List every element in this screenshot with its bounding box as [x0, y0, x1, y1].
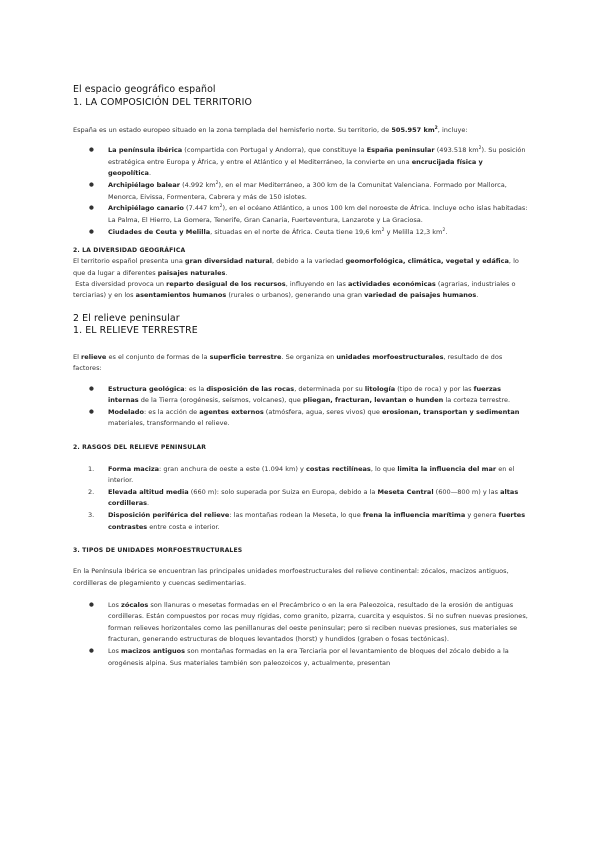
section-heading-composicion: 1. LA COMPOSICIÓN DEL TERRITORIO: [73, 96, 252, 108]
list-item: ● Modelado: es la acción de agentes externos (atmósfera, agua, seres vivos) que erosionan, transportan y sedimentan materiales, transformando el relieve.: [73, 407, 528, 430]
section-heading-relieve-terrestre: 1. EL RELIEVE TERRESTRE: [73, 325, 198, 337]
doc-title: El espacio geográfico español: [73, 84, 216, 95]
intro-paragraph: España es un estado europeo situado en la zona templada del hemisferio norte. Su territorio, de 505.957 $km^2$, incluye:: [73, 125, 468, 134]
rasgos-list: [73, 464, 528, 533]
list-item: ● Ciudades de Ceuta y Melilla, situadas en el norte de África. Ceuta tiene 19,6 $km^2$ y Melilla 12,3 $km^2$.: [73, 227, 528, 238]
list-item: ● Estructura geológica: es la disposición de las rocas, determinada por su litología (tipo de roca) y por las fuerzas internas de la Tierra (orogénesis, seísmos, volcanes), que pliegan, fracturan, levantan o hunden la corteza terrestre.: [73, 384, 528, 407]
list-item: ● Los zócalos son llanuras o mesetas formadas en el Precámbrico o en la era Paleozoica, resultado de la erosión de antiguas cordilleras. Están compuestos por rocas muy rígidas, como granito, pizarra, cuarcita y esquistos. Si no sufren nuevas presiones, forman relieves horizontales como las penillanuras del oeste peninsular; pero si reciben nuevas presiones, sus materiales se fracturan, generando estructuras de bloques levantados (horst) y hundidos (graben o fosas tectónicas).: [73, 600, 528, 646]
list-item: 1. Forma maciza: gran anchura de oeste a este (1.094 km) y costas rectilíneas, lo que limita la influencia del mar en el interior.: [88, 464, 515, 485]
list-item: ● La península ibérica (compartida con Portugal y Andorra), que constituye la España peninsular (493.518 $km^2$). Su posición estratégica entre Europa y África, y entre el Atlántico y el Mediterráneo, la convierte en una encrucijada física y geopolítica.: [73, 145, 528, 179]
list-item: ● Archipiélago balear (4.992 $km^2$), en el mar Mediterráneo, a 300 km de la Comunitat Valenciana. Formado por Mallorca, Menorca, Eivissa, Formentera, Cabrera y más de 150 islotes.: [73, 180, 528, 203]
section-heading-relieve: 2 El relieve peninsular: [73, 312, 180, 324]
tipos-paragraph: En la Península Ibérica se encuentran las principales unidades morfoestructurales del relieve continental: zócalos, macizos antiguos, cordilleras de plegamiento y cuencas sedimentarias.: [73, 567, 509, 587]
list-item: ● Archipiélago canario (7.447 $km^2$), en el océano Atlántico, a unos 100 km del noroeste de África. Incluye ocho islas habitadas: La Palma, El Hierro, La Gomera, Tenerife, Gran Canaria, Fuerteventura, Lanzarote y La Graciosa.: [73, 203, 528, 226]
subheading-diversidad: 2. LA DIVERSIDAD GEOGRÁFICA: [73, 247, 186, 255]
diversidad-paragraph: El territorio español presenta una gran diversidad natural, debido a la variedad geomorfológica, climática, vegetal y edáfica, lo que da lugar a diferentes paisajes naturales. Esta diversidad provoca un reparto desigual de los recursos, influyendo en las actividades económicas (agrarias, industriales o terciarias) y en los asentamientos humanos (rurales o urbanos), generando una gran variedad de paisajes humanos.: [73, 257, 519, 300]
list-item: ● Los macizos antiguos son montañas formadas en la era Terciaria por el levantamiento de bloques del zócalo debido a la orogénesis alpina. Sus materiales también son paleozoicos y, actualmente, presentan: [73, 646, 528, 669]
relieve-paragraph: El relieve es el conjunto de formas de la superficie terrestre. Se organiza en unidades morfoestructurales, resultado de dos factores:: [73, 352, 503, 373]
subheading-rasgos: 2. RASGOS DEL RELIEVE PENINSULAR: [73, 443, 207, 451]
subheading-tipos: 3. TIPOS DE UNIDADES MORFOESTRUCTURALES: [73, 547, 243, 555]
unidades-list: [73, 600, 528, 669]
factors-list: [73, 384, 528, 430]
territory-list: [73, 145, 528, 238]
list-item: 2. Elevada altitud media (660 m): solo superada por Suiza en Europa, debido a la Meseta Central (600—800 m) y las altas cordilleras.: [88, 488, 519, 508]
list-item: 3. Disposición periférica del relieve: las montañas rodean la Meseta, lo que frena la influencia marítima y genera fuertes contrastes entre costa e interior.: [88, 511, 526, 531]
